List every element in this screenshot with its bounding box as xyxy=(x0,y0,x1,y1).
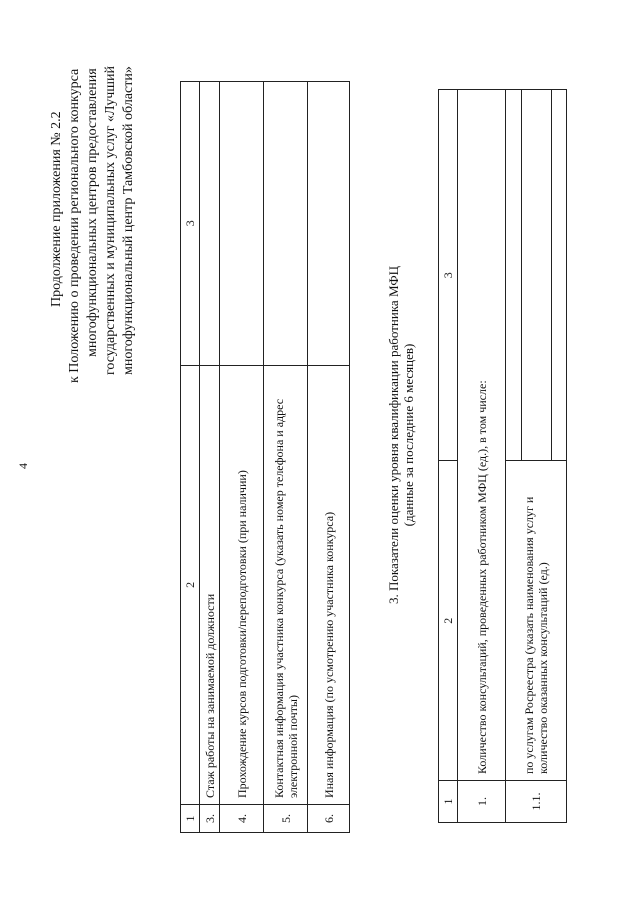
row-label: Контактная информация участника конкурса (указать номер телефона и адрес электронной почты) xyxy=(264,365,308,804)
table-header-cell: 1 xyxy=(439,781,458,823)
header-line: многофункциональных центров предоставления xyxy=(85,68,100,357)
section-title xyxy=(386,205,416,665)
row-number: 4. xyxy=(220,805,264,833)
header-line: государственных и муниципальных услуг «Лучший xyxy=(103,65,118,375)
info-table xyxy=(180,81,350,833)
table-header-cell: 1 xyxy=(181,805,200,833)
row-value xyxy=(308,82,350,366)
row-label: Прохождение курсов подготовки/переподготовки (при наличии) xyxy=(220,365,264,804)
table-header-row xyxy=(181,82,200,833)
row-number: 1.1. xyxy=(506,781,567,823)
table-header-cell: 2 xyxy=(439,461,458,781)
section-title-line: 3. Показатели оценки уровня квалификации работника МФЦ xyxy=(386,265,401,605)
row-number: 3. xyxy=(200,805,220,833)
subgrid-cell xyxy=(506,90,521,460)
row-label: Количество консультаций, проведенных работником МФЦ (ед.), в том числе: xyxy=(458,90,506,781)
appendix-header xyxy=(48,25,138,385)
table-row xyxy=(458,90,506,823)
value-subgrid xyxy=(506,90,566,460)
table-row xyxy=(220,82,264,833)
row-value xyxy=(264,82,308,366)
row-number: 5. xyxy=(264,805,308,833)
page-number: 4 xyxy=(16,463,30,469)
row-label: Иная информация (по усмотрению участника конкурса) xyxy=(308,365,350,804)
table-row xyxy=(506,90,567,823)
row-label: по услугам Росреестра (указать наименования услуг и количество оказанных консультаций (ед.) xyxy=(506,461,567,781)
table-row xyxy=(308,82,350,833)
header-line: к Положению о проведении регионального конкурса xyxy=(67,68,82,383)
header-line: Продолжение приложения № 2.2 xyxy=(49,111,64,307)
row-value xyxy=(220,82,264,366)
table-header-cell: 2 xyxy=(181,365,200,804)
table-header-cell: 3 xyxy=(439,90,458,461)
table-row xyxy=(200,82,220,833)
row-value xyxy=(200,82,220,366)
row-value xyxy=(506,90,567,461)
subgrid-cell xyxy=(551,90,566,460)
table-header-row xyxy=(439,90,458,823)
subgrid-cell xyxy=(521,90,551,460)
row-number: 1. xyxy=(458,781,506,823)
qualification-table xyxy=(438,89,567,823)
table-header-cell: 3 xyxy=(181,82,200,366)
row-number: 6. xyxy=(308,805,350,833)
row-label: Стаж работы на занимаемой должности xyxy=(200,365,220,804)
section-subtitle-line: (данные за последние 6 месяцев) xyxy=(401,343,416,527)
header-line: многофункциональный центр Тамбовской области» xyxy=(121,66,136,375)
table-row xyxy=(264,82,308,833)
